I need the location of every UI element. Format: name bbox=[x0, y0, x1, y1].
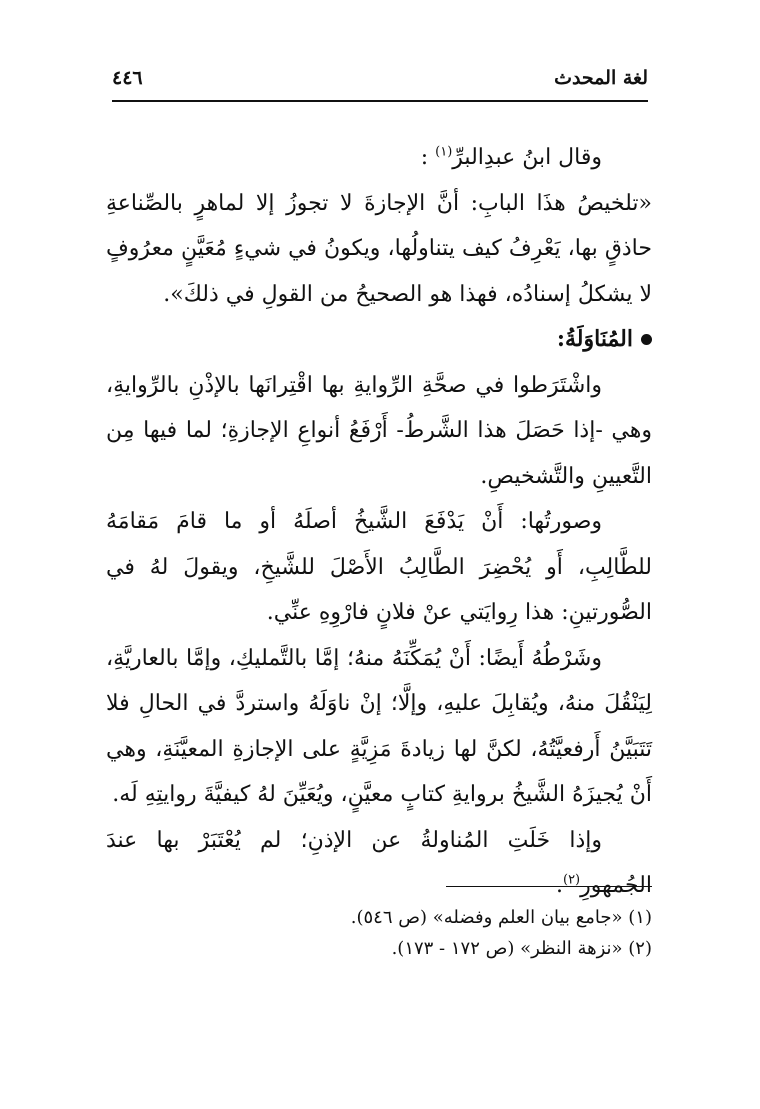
intro-colon: : bbox=[420, 145, 429, 170]
page-number: ٤٤٦ bbox=[112, 67, 143, 89]
running-title: لغة المحدث bbox=[554, 67, 648, 89]
page-header bbox=[112, 63, 648, 93]
section-heading-text: المُنَاوَلَةُ: bbox=[556, 326, 633, 352]
header-divider bbox=[112, 100, 648, 102]
paragraph-3: وشَرْطُهُ أَيضًا: أَنْ يُمَكِّنَهُ منهُ؛ إمَّا بالتَّمليكِ، وإمَّا بالعاريَّةِ، لِيَنْقُلَ منهُ، ويُقابِلَ عليهِ، وإلَّا؛ إنْ ناوَلَهُ واستردَّ في الحالِ فلا تَتَبَيَّنُ أَرفعيَّتُهُ، لكنَّ لها زيادةَ مَزِيَّةٍ على الإجازةِ المعيَّنَةِ، وهي أَنْ يُجيزَهُ الشَّيخُ بروايةِ كتابٍ معيَّنٍ، ويُعَيِّنَ لهُ كيفيَّةَ روايتِهِ لَه. bbox=[106, 645, 652, 807]
footnote-ref-1: (١) bbox=[435, 144, 453, 160]
paragraph-4-end: . bbox=[555, 873, 563, 898]
footnote-2: (٢) «نزهة النظر» (ص ١٧٢ - ١٧٣). bbox=[391, 938, 652, 959]
paragraph-4-text: وإذا خَلَتِ المُناولةُ عن الإذنِ؛ لم يُعْتَبَرْ بها عندَ الجُمهورِ bbox=[106, 827, 652, 898]
quote-paragraph: «تلخيصُ هذَا البابِ: أنَّ الإجازةَ لا تجوزُ إلا لماهرٍ بالصِّناعةِ حاذقٍ بها، يَعْرِفُ كيف يتناولُها، ويكونُ في شيءٍ مُعَيَّنٍ معرُوفٍ لا يشكلُ إسنادُه، فهذا هو الصحيحُ من القولِ في ذلكَ». bbox=[106, 190, 652, 307]
intro-paragraph bbox=[106, 135, 652, 181]
paragraph-1: واشْتَرَطوا في صحَّةِ الرِّوايةِ بها اقْتِرانَها بالإذْنِ بالرِّوايةِ، وهي -إذا حَصَلَ هذا الشَّرطُ- أَرْفَعُ أنواعِ الإجازةِ؛ لما فيها مِن التَّعيينِ والتَّشخيصِ. bbox=[106, 372, 652, 489]
paragraph-4 bbox=[106, 818, 652, 909]
intro-line: وقال ابنُ عبدِالبرِّ bbox=[452, 145, 602, 170]
paragraph-2: وصورتُها: أَنْ يَدْفَعَ الشَّيخُ أصلَهُ أو ما قامَ مَقامَهُ للطَّالِبِ، أَو يُحْضِرَ الطَّالِبُ الأَصْلَ للشَّيخِ، ويقولَ لهُ في الصُّورتينِ: هذا رِوايَتي عنْ فلانٍ فارْوِهِ عنِّي. bbox=[106, 509, 652, 625]
footnotes bbox=[106, 902, 652, 964]
section-heading bbox=[106, 317, 652, 363]
footnote-1: (١) «جامع بيان العلم وفضله» (ص ٥٤٦). bbox=[350, 907, 652, 928]
footnote-ref-2: (٢) bbox=[562, 872, 581, 888]
bullet-icon bbox=[641, 334, 652, 345]
main-text bbox=[106, 135, 652, 909]
footnote-divider bbox=[446, 886, 652, 887]
